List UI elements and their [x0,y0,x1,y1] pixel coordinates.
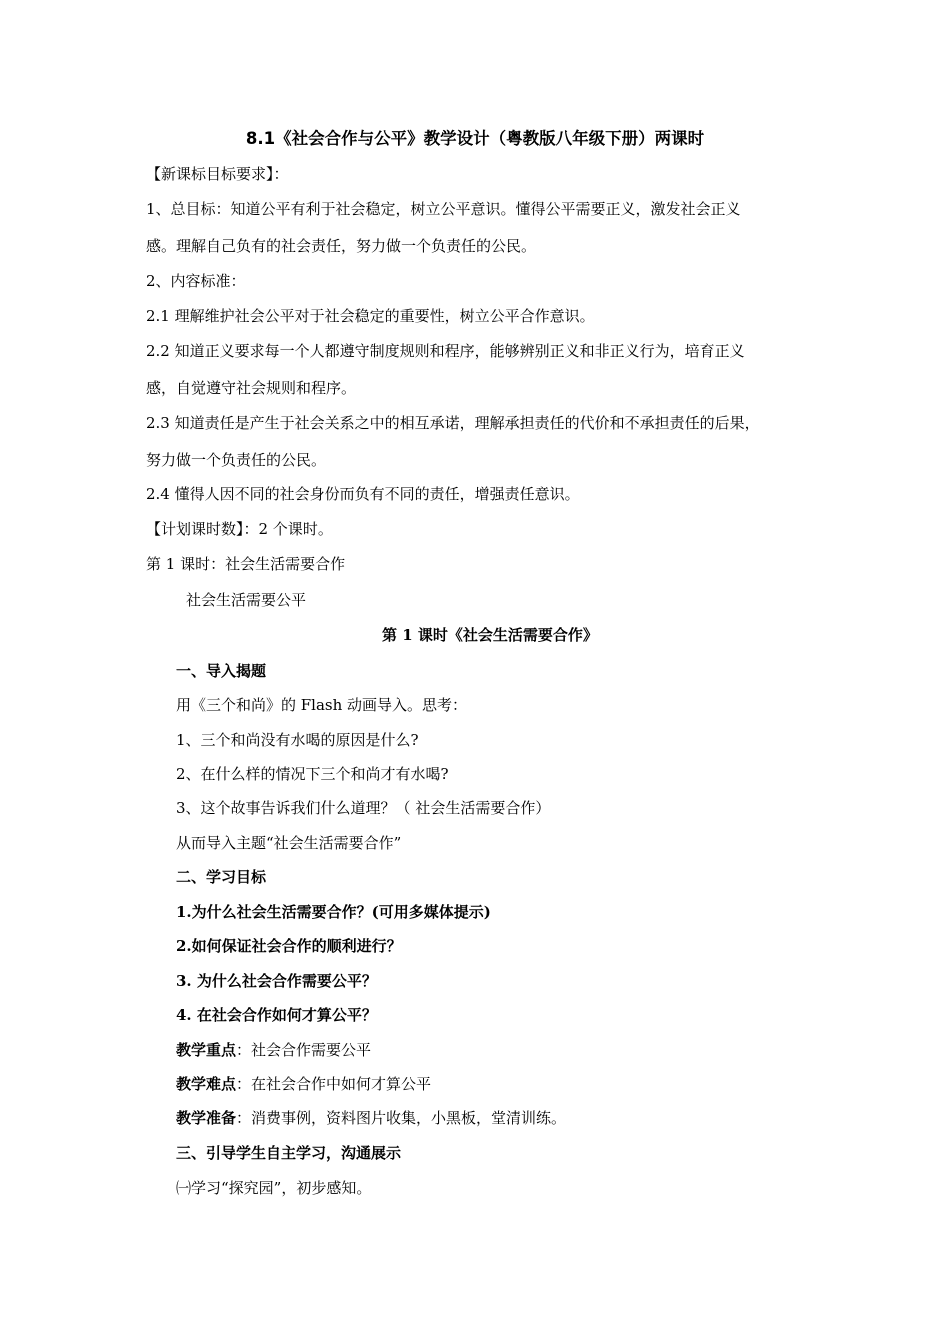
label: 教学准备 [176,1109,237,1127]
paragraph-line: 第 1 课时：社会生活需要合作 [146,555,346,573]
paragraph-line: 感，自觉遵守社会规则和程序。 [146,379,357,397]
labeled-line-preparation [176,1108,566,1128]
labeled-line-key-point [176,1040,371,1060]
section-heading: 一、导入揭题 [176,662,267,680]
paragraph-line: 2.3 知道责任是产生于社会关系之中的相互承诺，理解承担责任的代价和不承担责任的后果， [146,414,760,432]
label-text: 社会合作需要公平 [251,1041,372,1059]
paragraph-line: 2.4 懂得人因不同的社会身份而负有不同的责任，增强责任意识。 [146,485,580,503]
label-text: 在社会合作中如何才算公平 [251,1075,432,1093]
paragraph-line: 努力做一个负责任的公民。 [146,451,327,469]
objective-line: 2.如何保证社会合作的顺利进行？ [176,937,402,955]
document-title: 8.1《社会合作与公平》教学设计（粤教版八年级下册）两课时 [245,129,705,148]
section-heading: 二、学习目标 [176,868,267,886]
paragraph-line: 2.2 知道正义要求每一个人都遵守制度规则和程序，能够辨别正义和非正义行为，培育正义 [146,342,745,360]
paragraph-line: 社会生活需要公平 [186,591,307,609]
paragraph-line: ㈠学习“探究园”，初步感知。 [176,1179,372,1197]
paragraph-line: 从而导入主题“社会生活需要合作” [176,834,402,852]
paragraph-line: 【计划课时数】：2 个课时。 [146,520,333,538]
paragraph-line: 1、总目标：知道公平有利于社会稳定，树立公平意识。懂得公平需要正义，激发社会正义 [146,200,741,218]
label-separator: ： [236,1075,252,1093]
label: 教学重点 [176,1041,237,1059]
question-line: 2、在什么样的情况下三个和尚才有水喝? [176,765,449,783]
label-text: 消费事例，资料图片收集，小黑板，堂清训练。 [251,1109,567,1127]
question-line: 3、这个故事告诉我们什么道理？（ 社会生活需要合作） [176,799,551,817]
question-line: 1、三个和尚没有水喝的原因是什么? [176,731,419,749]
section-heading-standards: 【新课标目标要求】： [146,165,289,183]
section-heading: 三、引导学生自主学习，沟通展示 [176,1144,402,1162]
objective-line: 4. 在社会合作如何才算公平？ [176,1006,377,1024]
paragraph-line: 2.1 理解维护社会公平对于社会稳定的重要性，树立公平合作意识。 [146,307,595,325]
label-separator: ： [236,1109,252,1127]
paragraph-line: 2、内容标准： [146,272,246,290]
label: 教学难点 [176,1075,237,1093]
objective-line: 3. 为什么社会合作需要公平？ [176,972,377,990]
lesson-heading: 第 1 课时《社会生活需要合作》 [382,626,598,644]
objective-line: 1.为什么社会生活需要合作？(可用多媒体提示) [176,903,491,921]
labeled-line-difficulty [176,1074,431,1094]
paragraph-line: 用《三个和尚》的 Flash 动画导入。思考： [176,696,468,714]
label-separator: ： [236,1041,252,1059]
paragraph-line: 感。理解自己负有的社会责任，努力做一个负责任的公民。 [146,237,537,255]
